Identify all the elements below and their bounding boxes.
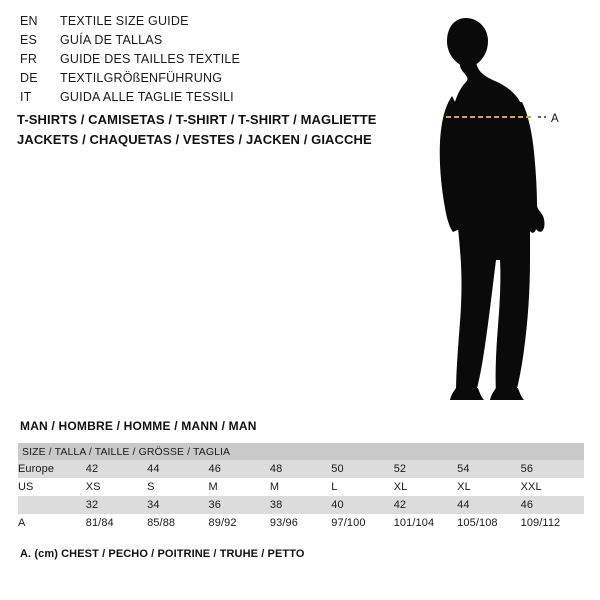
language-text: TEXTILGRÖßENFÜHRUNG xyxy=(60,71,223,85)
cell: 101/104 xyxy=(394,514,457,532)
cell: 81/84 xyxy=(86,514,147,532)
cell: 42 xyxy=(86,460,147,478)
cell: XL xyxy=(394,478,457,496)
cell: 56 xyxy=(521,460,584,478)
table-section-title: MAN / HOMBRE / HOMME / MANN / MAN xyxy=(20,419,257,433)
language-guide-list xyxy=(20,14,420,109)
table-header-row xyxy=(18,443,584,460)
cell: XS xyxy=(86,478,147,496)
row-label: Europe xyxy=(18,460,86,478)
cell: 97/100 xyxy=(331,514,393,532)
cell: 46 xyxy=(521,496,584,514)
language-code: IT xyxy=(20,90,32,104)
table-header-label: SIZE / TALLA / TAILLE / GRÖSSE / TAGLIA xyxy=(22,445,231,458)
cell: M xyxy=(209,478,270,496)
language-row xyxy=(20,71,420,90)
cell: M xyxy=(270,478,331,496)
cell: S xyxy=(147,478,208,496)
cell: XXL xyxy=(521,478,584,496)
silhouette-icon xyxy=(400,10,600,400)
cell: 54 xyxy=(457,460,520,478)
cell: 44 xyxy=(457,496,520,514)
cell: L xyxy=(331,478,393,496)
cell: 109/112 xyxy=(521,514,584,532)
table-row xyxy=(18,460,584,478)
table-row xyxy=(18,496,584,514)
cell: 93/96 xyxy=(270,514,331,532)
cell: 50 xyxy=(331,460,393,478)
cell: XL xyxy=(457,478,520,496)
cell: 32 xyxy=(86,496,147,514)
language-text: GUIDA ALLE TAGLIE TESSILI xyxy=(60,90,234,104)
table-row xyxy=(18,514,584,532)
language-text: GUÍA DE TALLAS xyxy=(60,33,163,47)
language-code: DE xyxy=(20,71,38,85)
size-table xyxy=(18,443,584,532)
language-text: GUIDE DES TAILLES TEXTILE xyxy=(60,52,241,66)
table-row xyxy=(18,478,584,496)
cell: 44 xyxy=(147,460,208,478)
row-label: A xyxy=(18,514,86,532)
language-row xyxy=(20,90,420,109)
garment-category-list xyxy=(17,110,437,150)
cell: 34 xyxy=(147,496,208,514)
chest-measure-label: A xyxy=(551,113,560,125)
cell: 85/88 xyxy=(147,514,208,532)
language-text: TEXTILE SIZE GUIDE xyxy=(60,14,189,28)
cell: 89/92 xyxy=(209,514,270,532)
language-code: ES xyxy=(20,33,38,47)
garment-line-tshirts: T-SHIRTS / CAMISETAS / T-SHIRT / T-SHIRT / MAGLIETTE xyxy=(17,112,377,127)
cell: 52 xyxy=(394,460,457,478)
cell: 105/108 xyxy=(457,514,520,532)
row-label xyxy=(18,496,86,514)
cell: 38 xyxy=(270,496,331,514)
cell: 42 xyxy=(394,496,457,514)
cell: 48 xyxy=(270,460,331,478)
garment-line-jackets: JACKETS / CHAQUETAS / VESTES / JACKEN / GIACCHE xyxy=(17,132,372,147)
cell: 40 xyxy=(331,496,393,514)
row-label: US xyxy=(18,478,86,496)
language-code: EN xyxy=(20,14,38,28)
language-row xyxy=(20,14,420,33)
language-row xyxy=(20,52,420,71)
male-silhouette-figure xyxy=(400,10,600,400)
language-row xyxy=(20,33,420,52)
language-code: FR xyxy=(20,52,38,66)
cell: 36 xyxy=(209,496,270,514)
table-footnote: A. (cm) CHEST / PECHO / POITRINE / TRUHE / PETTO xyxy=(20,548,305,560)
cell: 46 xyxy=(209,460,270,478)
